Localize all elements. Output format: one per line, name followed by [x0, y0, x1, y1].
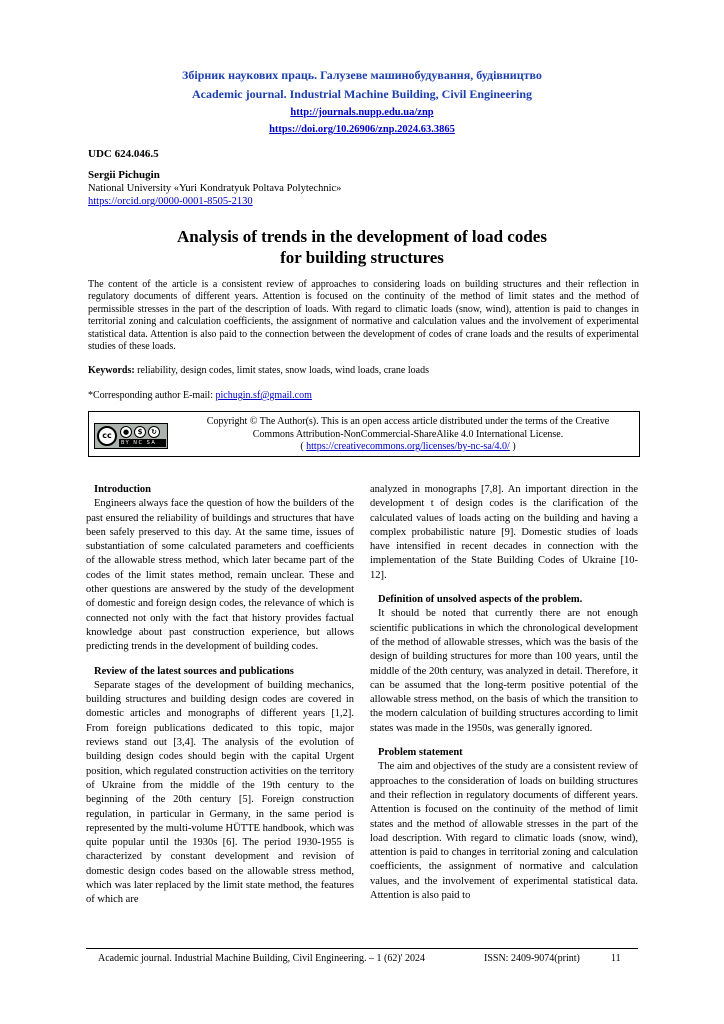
journal-title-ukrainian: Збірник наукових праць. Галузеве машинобудування, будівництво	[182, 68, 542, 82]
corresponding-author	[88, 390, 639, 401]
udc-code: UDC 624.046.5	[88, 148, 159, 160]
footer-journal: Academic journal. Industrial Machine Building, Civil Engineering. – 1 (62)' 2024	[98, 953, 426, 964]
license-text	[181, 416, 635, 454]
license-link[interactable]: https://creativecommons.org/licenses/by-nc-sa/4.0/	[306, 441, 510, 452]
paragraph-review-continued: analyzed in monographs [7,8]. An important direction in the development t of design codes is the clarification of the calculated values of loads acting on the building and having a complex probabilistic nature [9]. Domestic studies of loads have intensified in recent decades in connection with the implementation of the State Building Codes of Ukraine [10-12].	[370, 484, 638, 581]
corresponding-label: *Corresponding author E-mail:	[88, 390, 216, 401]
sa-icon: ↻	[148, 426, 160, 438]
cc-badge-text: BY NC SA	[121, 440, 157, 446]
cc-icon: cc	[97, 426, 117, 446]
page-number: 11	[611, 953, 621, 964]
journal-header	[0, 66, 724, 138]
heading-problem-statement: Problem statement	[378, 747, 463, 759]
page-footer	[0, 948, 724, 978]
cc-license-logo[interactable]	[94, 423, 168, 449]
footer-divider	[86, 948, 638, 949]
doi-link[interactable]: https://doi.org/10.26906/znp.2024.63.3865	[269, 124, 455, 135]
heading-review: Review of the latest sources and publications	[94, 665, 294, 677]
nc-icon: $	[134, 426, 146, 438]
author-affiliation: National University «Yuri Kondratyuk Poltava Polytechnic»	[88, 183, 342, 194]
heading-unsolved-aspects: Definition of unsolved aspects of the problem.	[378, 594, 583, 606]
author-block	[88, 169, 341, 208]
paragraph-introduction: Engineers always face the question of how the builders of the past ensured the reliability of buildings and structures that have been safely preserved to this day. At the same time, issues of substantiation of some calculated parameters and coefficients of the allowable stress method, which later became part of the codes of the limit states method, remain unclear. These and other questions are answered by the study of the development of domestic and foreign design codes, the relevance of which is connected not only with the fact that history provides factual knowledge about past construction experience, but allows predicting trends in the development of building codes.	[86, 498, 354, 653]
footer-issn: ISSN: 2409-9074(print)	[484, 953, 580, 964]
paragraph-unsolved-aspects: It should be noted that currently there are not enough scientific publications in which the chronological development of the method of allowable stresses, which was the basis of the design of building structures for more than 100 years, until the middle of the 20th century, was analyzed in detail. Therefore, it can be assumed that the long-term positive potential of the allowable stress method, on the basis of which the transition to the modern calculation of building structures according to limit states was made in the 1950s, was generally ignored.	[370, 608, 638, 734]
license-line-3: ( https://creativecommons.org/licenses/by-nc-sa/4.0/ )	[300, 441, 516, 452]
paragraph-problem-statement: The aim and objectives of the study are a consistent review of approaches to the consideration of loads on building structures and their reflection in regulatory documents of different years. Attention is focused on the continuity of the method of limit states and the method of allowable stresses in the part of the load description. With regard to climatic loads (snow, wind), attention is paid to changes in territorial zoning and calculation coefficients, the assignment of normative and calculation values, and the involvement of experimental statistical data. Attention is also paid to	[370, 761, 638, 902]
paragraph-review: Separate stages of the development of building mechanics, building structures and building design codes are covered in domestic articles and monographs of different years [1,2]. From foreign publications dedicated to this topic, major reviews stand out [3,4]. The analysis of the evolution of building design codes should begin with the capital Urgent position, which regulated construction activities on the territory of Ukraine from the middle of the 19th century to the beginning of the 20th century [5]. Foreign construction regulation, in particular in Germany, in the same period is represented by the multi-volume HÜTTE handbook, which was quite popular until the 1930s [6]. The period 1930-1955 is characterized by constant development and revision of domestic design codes based on the allowable stress method, which was later replaced by the limit state method, the features of which are	[86, 679, 354, 906]
keywords	[88, 365, 639, 376]
journal-url-link[interactable]: http://journals.nupp.edu.ua/znp	[290, 107, 434, 118]
article-title	[60, 226, 664, 268]
license-box	[88, 411, 640, 457]
journal-title-english: Academic journal. Industrial Machine Building, Civil Engineering	[191, 87, 533, 101]
abstract: The content of the article is a consistent review of approaches to considering loads on building structures and their reflection in regulatory documents of different years. Attention is focused on the continuity of the method of limit states and the method of permissible stresses in the part of the description of loads. With regard to climatic loads (snow, wind), attention is paid to changes in territorial zoning and calculation coefficients, the assignment of normative and calculation values and the involvement of experimental statistical data. Attention is also paid to the connection between the development of codes of crane loads and the results of experimental studies of these loads.	[88, 279, 639, 353]
body-column-left	[86, 483, 354, 908]
keywords-label: Keywords:	[88, 365, 135, 376]
author-name: Sergii Pichugin	[88, 169, 160, 181]
license-line-2: Commons Attribution-NonCommercial-ShareAlike 4.0 International License.	[252, 428, 564, 440]
keywords-text: reliability, design codes, limit states, snow loads, wind loads, crane loads	[134, 365, 429, 376]
orcid-link[interactable]: https://orcid.org/0000-0001-8505-2130	[88, 196, 253, 207]
heading-introduction: Introduction	[94, 484, 151, 495]
email-link[interactable]: pichugin.sf@gmail.com	[215, 390, 312, 401]
license-line-1: Copyright © The Author(s). This is an open access article distributed under the terms of the Creative	[206, 416, 610, 427]
article-title-line-2: for building structures	[280, 248, 444, 267]
body-column-right	[370, 483, 638, 903]
article-title-line-1: Analysis of trends in the development of load codes	[177, 227, 547, 246]
by-icon: ●	[120, 426, 132, 438]
